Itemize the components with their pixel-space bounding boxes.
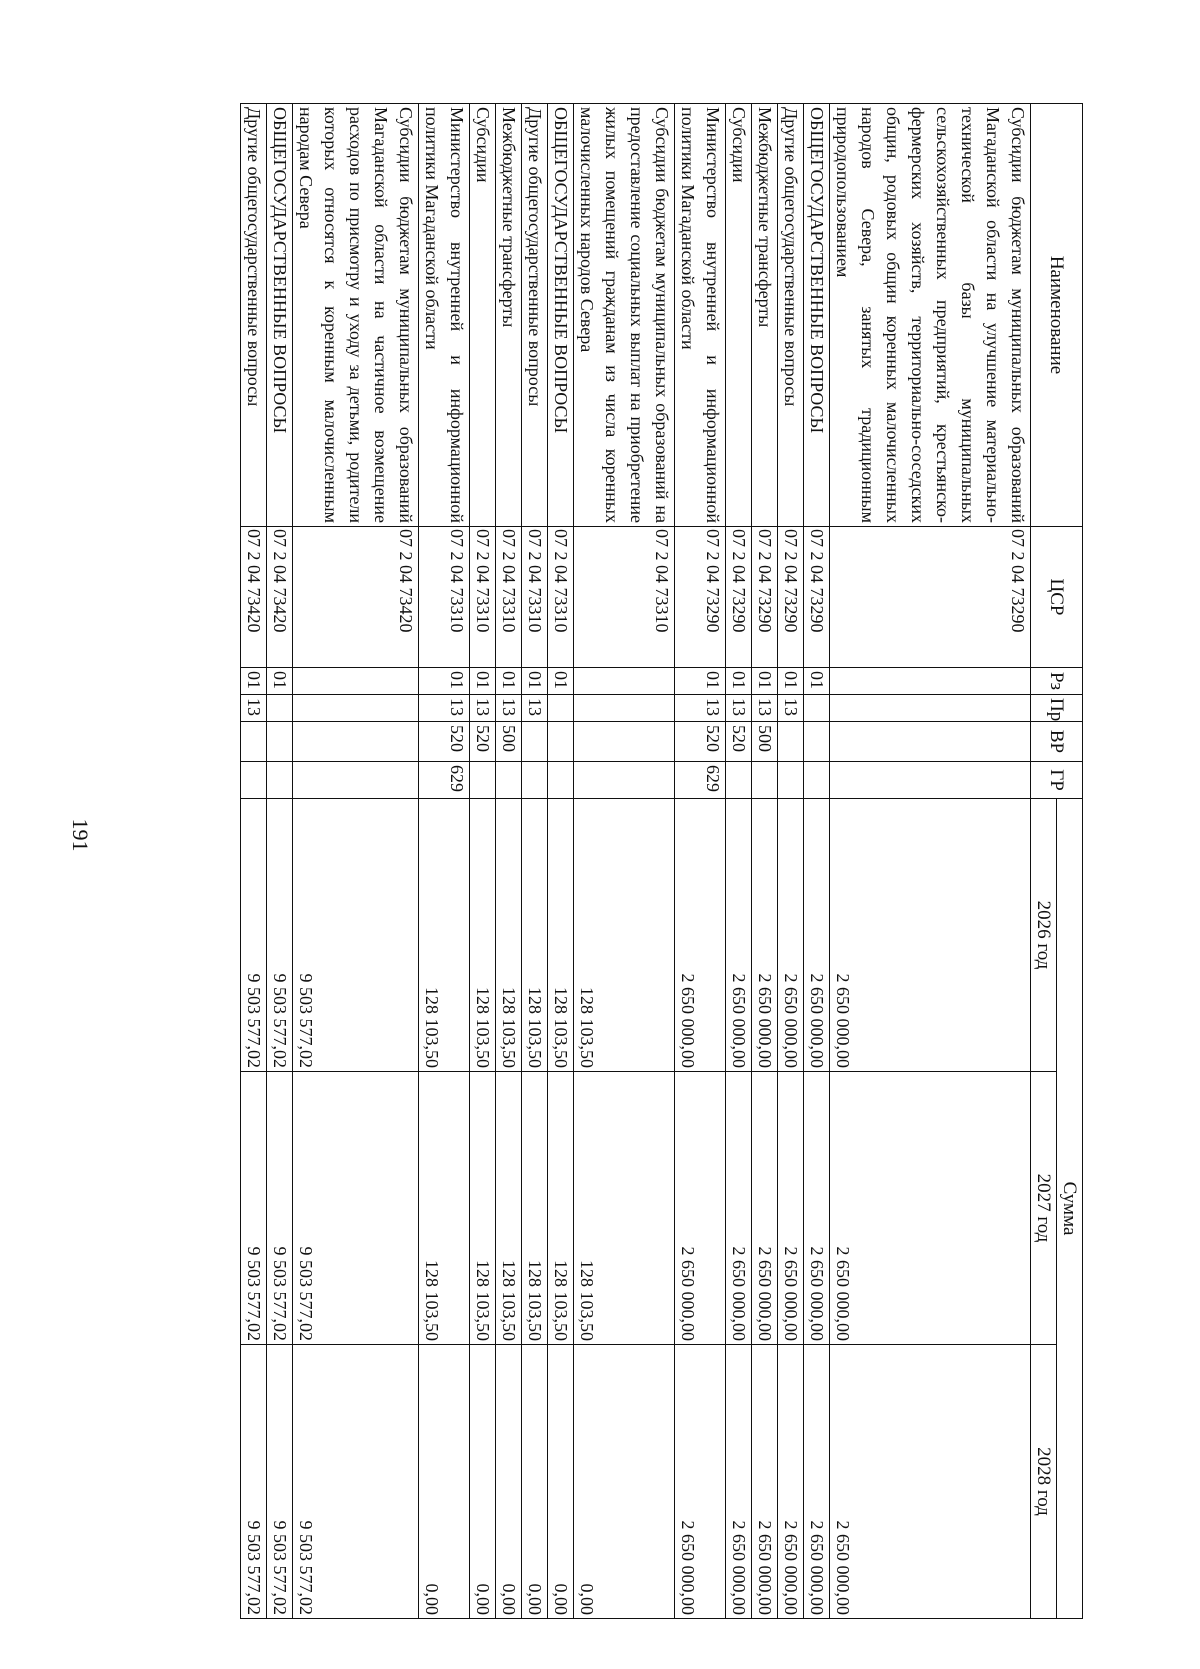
- row-rz: 01: [241, 668, 267, 695]
- row-value-2028: 0,00: [522, 1345, 548, 1619]
- row-gr: [726, 762, 752, 799]
- row-vr: [522, 722, 548, 762]
- row-pr: 13: [752, 695, 778, 722]
- rotated-table-container: [163, 103, 1083, 1618]
- row-value-2028: 0,00: [574, 1345, 675, 1619]
- row-csr: 07 2 04 73310: [470, 527, 496, 668]
- row-gr: [778, 762, 804, 799]
- row-value-2026: 2 650 000,00: [804, 799, 830, 1072]
- row-rz: 01: [496, 668, 522, 695]
- row-name: Субсидии бюджетам муниципальных образований Магаданской области на частичное возмещение расходов по присмотру и уходу за детьми, родители которых относятся к коренным малочисленным народам Севера: [293, 104, 419, 527]
- row-pr: 13: [470, 695, 496, 722]
- row-value-2026: 128 103,50: [496, 799, 522, 1072]
- row-vr: 520: [726, 722, 752, 762]
- row-name: ОБЩЕГОСУДАРСТВЕННЫЕ ВОПРОСЫ: [548, 104, 574, 527]
- row-csr: 07 2 04 73310: [548, 527, 574, 668]
- row-csr: 07 2 04 73290: [752, 527, 778, 668]
- row-name: Субсидии бюджетам муниципальных образований Магаданской области на улучшение материально-технической базы муниципальных сельскохозяйственных предприятий, крестьянско-фермерских хозяйств, территориально-соседских общин, родовых общин коренных малочисленных народов Севера, занятых традиционным природопользованием: [830, 104, 1031, 527]
- row-value-2026: 128 103,50: [522, 799, 548, 1072]
- row-pr: 13: [419, 695, 470, 722]
- row-value-2028: 0,00: [548, 1345, 574, 1619]
- row-rz: [293, 668, 419, 695]
- row-pr: [804, 695, 830, 722]
- row-value-2026: 2 650 000,00: [778, 799, 804, 1072]
- table-row: [830, 104, 1031, 1619]
- header-gr: ГР: [1031, 762, 1083, 799]
- row-rz: 01: [548, 668, 574, 695]
- table-row: [522, 104, 548, 1619]
- row-value-2028: 9 503 577,02: [241, 1345, 267, 1619]
- row-name: Другие общегосударственные вопросы: [778, 104, 804, 527]
- row-value-2026: 9 503 577,02: [241, 799, 267, 1072]
- row-value-2028: 2 650 000,00: [830, 1345, 1031, 1619]
- table-row: [726, 104, 752, 1619]
- row-vr: [293, 722, 419, 762]
- table-row: [574, 104, 675, 1619]
- row-pr: 13: [522, 695, 548, 722]
- row-csr: 07 2 04 73310: [522, 527, 548, 668]
- row-vr: 500: [752, 722, 778, 762]
- row-value-2028: 0,00: [419, 1345, 470, 1619]
- row-csr: 07 2 04 73310: [574, 527, 675, 668]
- row-csr: 07 2 04 73290: [778, 527, 804, 668]
- header-year-2028: 2028 год: [1031, 1345, 1057, 1619]
- row-csr: 07 2 04 73420: [267, 527, 293, 668]
- table-row: [752, 104, 778, 1619]
- row-value-2026: 9 503 577,02: [293, 799, 419, 1072]
- row-rz: 01: [726, 668, 752, 695]
- table-row: [470, 104, 496, 1619]
- row-pr: [574, 695, 675, 722]
- row-vr: 500: [496, 722, 522, 762]
- table-row: [804, 104, 830, 1619]
- row-name: Межбюджетные трансферты: [496, 104, 522, 527]
- row-rz: 01: [419, 668, 470, 695]
- row-pr: [267, 695, 293, 722]
- row-value-2027: 9 503 577,02: [241, 1072, 267, 1345]
- row-gr: [752, 762, 778, 799]
- row-gr: [804, 762, 830, 799]
- row-vr: [778, 722, 804, 762]
- row-value-2026: 9 503 577,02: [267, 799, 293, 1072]
- row-value-2027: 128 103,50: [522, 1072, 548, 1345]
- row-name: Министерство внутренней и информационной политики Магаданской области: [675, 104, 726, 527]
- page-number: 191: [68, 818, 93, 852]
- row-name: Министерство внутренней и информационной политики Магаданской области: [419, 104, 470, 527]
- header-sum: Сумма: [1057, 799, 1083, 1619]
- row-pr: 13: [778, 695, 804, 722]
- row-gr: [496, 762, 522, 799]
- row-value-2027: 2 650 000,00: [830, 1072, 1031, 1345]
- row-value-2028: 2 650 000,00: [804, 1345, 830, 1619]
- row-vr: 520: [470, 722, 496, 762]
- row-pr: [830, 695, 1031, 722]
- row-value-2026: 2 650 000,00: [830, 799, 1031, 1072]
- row-vr: [574, 722, 675, 762]
- header-year-2026: 2026 год: [1031, 799, 1057, 1072]
- table-row: [293, 104, 419, 1619]
- row-vr: 520: [675, 722, 726, 762]
- row-gr: [241, 762, 267, 799]
- row-name: ОБЩЕГОСУДАРСТВЕННЫЕ ВОПРОСЫ: [804, 104, 830, 527]
- row-value-2027: 2 650 000,00: [752, 1072, 778, 1345]
- row-csr: 07 2 04 73290: [726, 527, 752, 668]
- row-name: Другие общегосударственные вопросы: [241, 104, 267, 527]
- row-vr: [830, 722, 1031, 762]
- table-row: [548, 104, 574, 1619]
- table-row: [778, 104, 804, 1619]
- row-csr: 07 2 04 73290: [804, 527, 830, 668]
- row-vr: [804, 722, 830, 762]
- row-value-2027: 9 503 577,02: [267, 1072, 293, 1345]
- row-pr: 13: [496, 695, 522, 722]
- row-pr: 13: [726, 695, 752, 722]
- row-value-2028: 0,00: [470, 1345, 496, 1619]
- header-year-2027: 2027 год: [1031, 1072, 1057, 1345]
- header-rz: Рз: [1031, 668, 1083, 695]
- row-rz: 01: [804, 668, 830, 695]
- row-csr: 07 2 04 73420: [293, 527, 419, 668]
- row-name: Межбюджетные трансферты: [752, 104, 778, 527]
- row-value-2028: 2 650 000,00: [675, 1345, 726, 1619]
- row-value-2028: 2 650 000,00: [778, 1345, 804, 1619]
- header-vr: ВР: [1031, 722, 1083, 762]
- row-csr: 07 2 04 73310: [419, 527, 470, 668]
- row-gr: [470, 762, 496, 799]
- row-pr: 13: [241, 695, 267, 722]
- table-row: [241, 104, 267, 1619]
- row-value-2026: 2 650 000,00: [726, 799, 752, 1072]
- row-value-2027: 2 650 000,00: [675, 1072, 726, 1345]
- row-value-2028: 2 650 000,00: [752, 1345, 778, 1619]
- row-value-2027: 128 103,50: [496, 1072, 522, 1345]
- row-value-2028: 9 503 577,02: [293, 1345, 419, 1619]
- row-pr: [548, 695, 574, 722]
- table-row: [419, 104, 470, 1619]
- row-value-2027: 9 503 577,02: [293, 1072, 419, 1345]
- row-rz: 01: [470, 668, 496, 695]
- row-value-2026: 128 103,50: [548, 799, 574, 1072]
- row-value-2027: 128 103,50: [574, 1072, 675, 1345]
- row-value-2027: 2 650 000,00: [778, 1072, 804, 1345]
- table-row: [675, 104, 726, 1619]
- row-pr: 13: [675, 695, 726, 722]
- row-name: Другие общегосударственные вопросы: [522, 104, 548, 527]
- row-csr: 07 2 04 73310: [496, 527, 522, 668]
- row-value-2027: 2 650 000,00: [726, 1072, 752, 1345]
- row-csr: 07 2 04 73290: [675, 527, 726, 668]
- table-row: [496, 104, 522, 1619]
- row-vr: 520: [419, 722, 470, 762]
- budget-table: [240, 103, 1083, 1619]
- row-name: Субсидии: [726, 104, 752, 527]
- row-name: ОБЩЕГОСУДАРСТВЕННЫЕ ВОПРОСЫ: [267, 104, 293, 527]
- row-value-2026: 2 650 000,00: [752, 799, 778, 1072]
- row-gr: 629: [419, 762, 470, 799]
- row-vr: [267, 722, 293, 762]
- row-value-2026: 128 103,50: [574, 799, 675, 1072]
- row-name: Субсидии: [470, 104, 496, 527]
- row-pr: [293, 695, 419, 722]
- row-gr: [293, 762, 419, 799]
- row-gr: 629: [675, 762, 726, 799]
- row-name: Субсидии бюджетам муниципальных образований на предоставление социальных выплат на приобретение жилых помещений гражданам из числа коренных малочисленных народов Севера: [574, 104, 675, 527]
- row-csr: 07 2 04 73420: [241, 527, 267, 668]
- row-rz: [574, 668, 675, 695]
- row-value-2026: 128 103,50: [419, 799, 470, 1072]
- row-rz: 01: [778, 668, 804, 695]
- row-value-2026: 2 650 000,00: [675, 799, 726, 1072]
- row-gr: [548, 762, 574, 799]
- row-value-2028: 2 650 000,00: [726, 1345, 752, 1619]
- row-value-2028: 9 503 577,02: [267, 1345, 293, 1619]
- header-name: Наименование: [1031, 104, 1083, 527]
- row-value-2026: 128 103,50: [470, 799, 496, 1072]
- row-gr: [522, 762, 548, 799]
- row-value-2027: 128 103,50: [470, 1072, 496, 1345]
- table-row: [267, 104, 293, 1619]
- row-rz: 01: [752, 668, 778, 695]
- header-row: [1057, 104, 1083, 1619]
- row-gr: [830, 762, 1031, 799]
- row-rz: [830, 668, 1031, 695]
- row-value-2027: 128 103,50: [419, 1072, 470, 1345]
- row-vr: [241, 722, 267, 762]
- row-value-2027: 128 103,50: [548, 1072, 574, 1345]
- header-csr: ЦСР: [1031, 527, 1083, 668]
- row-rz: 01: [267, 668, 293, 695]
- row-gr: [574, 762, 675, 799]
- row-rz: 01: [522, 668, 548, 695]
- row-gr: [267, 762, 293, 799]
- row-value-2028: 0,00: [496, 1345, 522, 1619]
- header-pr: Пр: [1031, 695, 1083, 722]
- row-vr: [548, 722, 574, 762]
- row-rz: 01: [675, 668, 726, 695]
- row-value-2027: 2 650 000,00: [804, 1072, 830, 1345]
- row-csr: 07 2 04 73290: [830, 527, 1031, 668]
